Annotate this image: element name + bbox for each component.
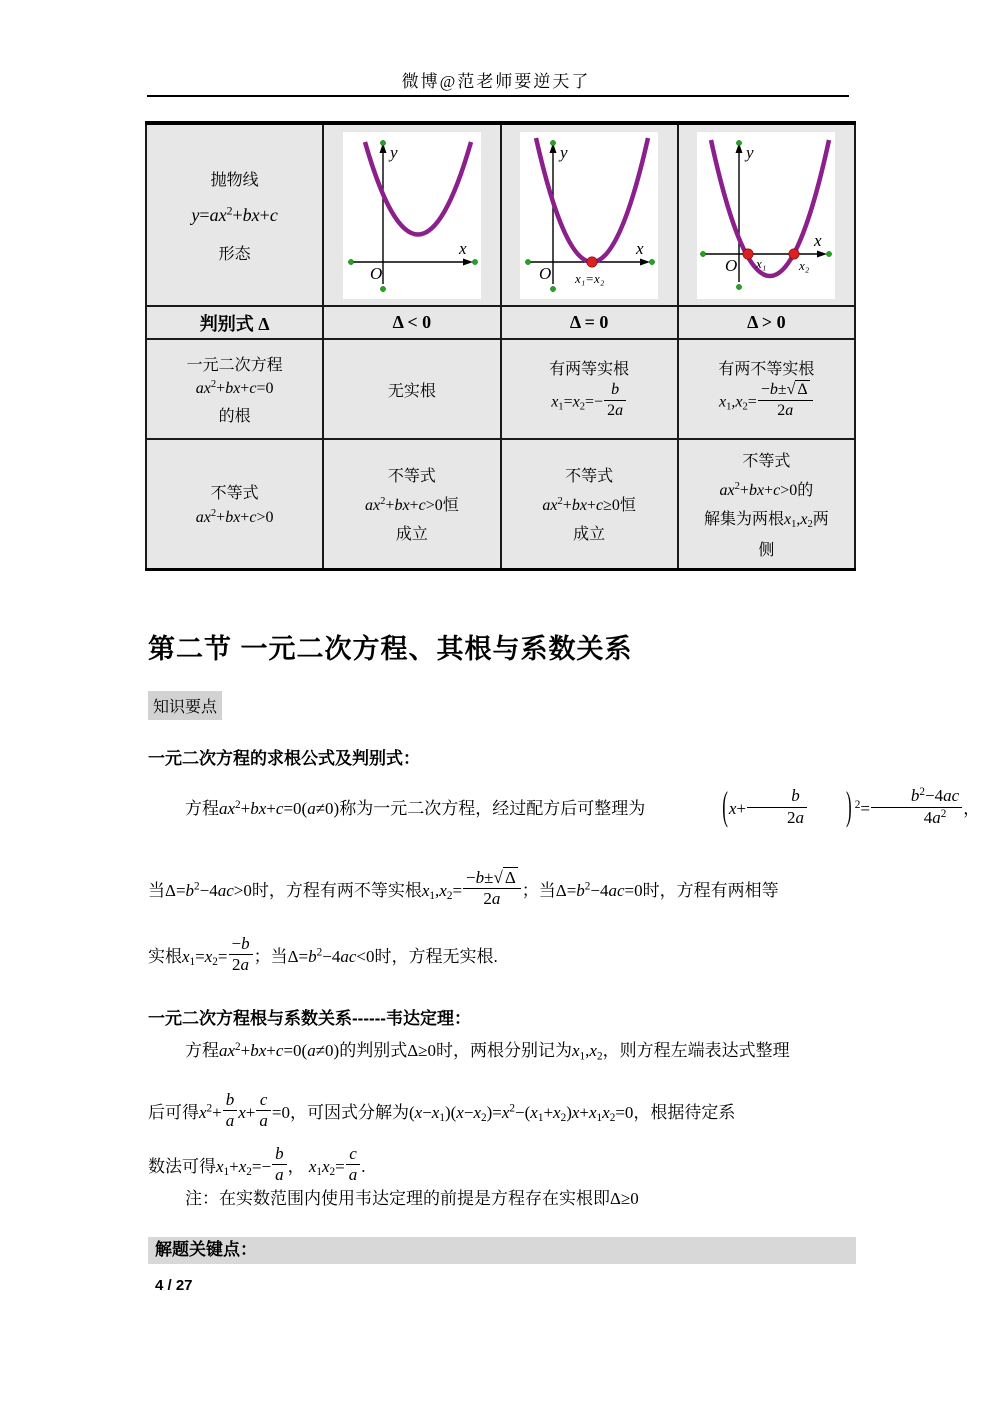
roots-label-cell: [146, 339, 323, 439]
roots-none-cell: [323, 339, 500, 439]
origin-label: O: [369, 263, 383, 283]
root-label-x2: x₂: [799, 257, 810, 273]
cell-text-line: x1=x2=− $\frac{b}{2a}$: [506, 384, 673, 422]
page-header-title: 微博@范老师要逆天了: [401, 72, 591, 91]
axis-endpoint: [380, 140, 385, 145]
graph-wrapper: [506, 132, 673, 299]
y-axis-label: y: [746, 142, 754, 162]
roots-equal-cell: [501, 339, 678, 439]
axis-endpoint: [472, 259, 477, 264]
inequality-always-gt-cell: [323, 439, 500, 569]
paragraph-line: 后可得$x^2+$ $\frac{b}{a}$ x+ $\frac{c}{a}$ =0，可因式分解为$(x-x1)(x-x2)=x^2-(x1+x2)x+x1x2=0$，根据待定系: [148, 1090, 736, 1131]
table-row-shape: [146, 123, 855, 306]
graph-cell-delta-positive: [678, 123, 855, 306]
cell-text-line: $y=ax^2+bx+c$: [191, 202, 278, 225]
paragraph-line: 数法可得x1+x2=− $\frac{b}{a}$ ， x1x2= $\frac{c}{a}$ .: [148, 1144, 366, 1185]
graph-wrapper: [328, 132, 495, 299]
x-axis-label: x: [458, 238, 467, 258]
x-axis-label: x: [814, 230, 822, 250]
axis-endpoint: [701, 251, 706, 256]
discriminant-zero-cell: Δ = 0: [501, 306, 678, 339]
cell-text-line: $ax^2+bx+c>0$: [195, 508, 274, 527]
parabola-graph-delta-positive: [697, 132, 835, 299]
cell-text-line: 抛物线: [210, 171, 259, 189]
cell-text-line: $ax^2+bx+c>0$恒: [365, 496, 459, 515]
key-points-bar: 解题关键点：: [148, 1237, 856, 1264]
section-title: 第二节 一元二次方程、其根与系数关系: [148, 634, 633, 664]
cell-text-line: 侧: [758, 541, 775, 559]
cell-text-line: 的根: [218, 408, 251, 425]
cell-text-line: 有两不等实根: [718, 361, 815, 379]
axis-endpoint: [526, 259, 531, 264]
parabola-graph-delta-negative: [343, 132, 481, 299]
cell-text-line: 成立: [573, 526, 606, 544]
inequality-label-cell: [146, 439, 323, 569]
parabola-summary-table: [145, 121, 856, 571]
table-row-discriminant: [146, 306, 855, 339]
paragraph-line: 实根x1=x2= $\frac{-b}{2a}$ ；当$\Delta=b^2-4ac<0$时，方程无实根.: [148, 934, 498, 975]
y-axis-label: y: [389, 142, 398, 162]
axis-endpoint: [737, 140, 742, 145]
origin-label: O: [725, 255, 738, 275]
cell-text-line: 形态: [218, 245, 251, 263]
origin-label: O: [539, 263, 552, 283]
root-point: [587, 256, 597, 266]
graph-background: [343, 132, 481, 299]
knowledge-points-badge: 知识要点: [148, 691, 222, 720]
roots-distinct-cell: [678, 339, 855, 439]
cell-text-line: 不等式: [742, 453, 791, 470]
graph-cell-delta-zero: [501, 123, 678, 306]
paragraph-note: 注：在实数范围内使用韦达定理的前提是方程存在实根即Δ≥0: [185, 1189, 639, 1208]
paragraph-line: 当$\Delta=b^2-4ac>0$时，方程有两不等实根x1,x2= $\frac{-b\pm√ \Delta}{2a}$ ；当$\Delta=b^2-4ac=0$时，方程有两相等: [148, 868, 779, 909]
inequality-always-ge-cell: [501, 439, 678, 569]
cell-text-line: 不等式: [210, 485, 259, 503]
paragraph-line: 方程$ax^2+bx+c=0(a\ne 0)$称为一元二次方程，经过配方后可整理为 (x+ $\frac{b}{2a}$ ) $^2$= $\frac{b^2-4ac}{4a^2}$ ，: [185, 783, 981, 829]
cell-text-line: 不等式: [565, 468, 614, 486]
table-row-roots: [146, 339, 855, 439]
axis-endpoint: [650, 259, 655, 264]
table-row-inequality: [146, 439, 855, 569]
discriminant-positive-cell: Δ > 0: [678, 306, 855, 339]
root-point-x2: [789, 248, 799, 258]
graph-cell-delta-negative: [323, 123, 500, 306]
graph-wrapper: [683, 132, 850, 299]
paragraph-line: 方程$ax^2+bx+c=0(a\ne 0)$的判别式Δ≥0时，两根分别记为x1,x2，则方程左端表达式整理: [185, 1040, 790, 1063]
cell-text-line: 不等式: [387, 468, 436, 486]
cell-text-line: 无实根: [387, 382, 436, 400]
root-point-x1: [743, 248, 753, 258]
page-number: 4 / 27: [155, 1277, 193, 1294]
cell-text-line: 一元二次方程: [186, 357, 283, 374]
axis-endpoint: [348, 259, 353, 264]
cell-text-line: 成立: [395, 526, 428, 544]
subheading-root-formula: 一元二次方程的求根公式及判别式：: [148, 749, 420, 768]
cell-text-line: $ax^2+bx+c>0$的: [719, 481, 814, 499]
cell-text-line: 解集为两根x1,x2两: [703, 511, 829, 531]
axis-endpoint: [827, 251, 832, 256]
subheading-vieta: 一元二次方程根与系数关系------韦达定理：: [148, 1009, 471, 1028]
axis-endpoint: [380, 286, 385, 291]
axis-endpoint: [737, 284, 742, 289]
discriminant-label-cell: 判别式 Δ: [146, 306, 323, 339]
axis-endpoint: [551, 140, 556, 145]
root-label-x1: x₁: [756, 255, 767, 271]
discriminant-negative-cell: Δ < 0: [323, 306, 500, 339]
parabola-graph-delta-zero: [520, 132, 658, 299]
double-root-label: x₁=x₂: [575, 270, 605, 286]
header-divider: [147, 95, 849, 97]
cell-text-line: 有两等实根: [549, 361, 630, 379]
y-axis-label: y: [560, 142, 568, 162]
x-axis-label: x: [636, 238, 644, 258]
cell-text-line: $ax^2+bx+c\ge 0$恒: [542, 496, 636, 515]
cell-text-line: x1,x2= $\frac{-b\pm√ \Delta}{2a}$: [683, 384, 850, 422]
shape-label-cell: [146, 123, 323, 306]
axis-endpoint: [551, 286, 556, 291]
cell-text-line: $ax^2+bx+c=0$: [195, 379, 274, 397]
inequality-two-roots-cell: [678, 439, 855, 569]
